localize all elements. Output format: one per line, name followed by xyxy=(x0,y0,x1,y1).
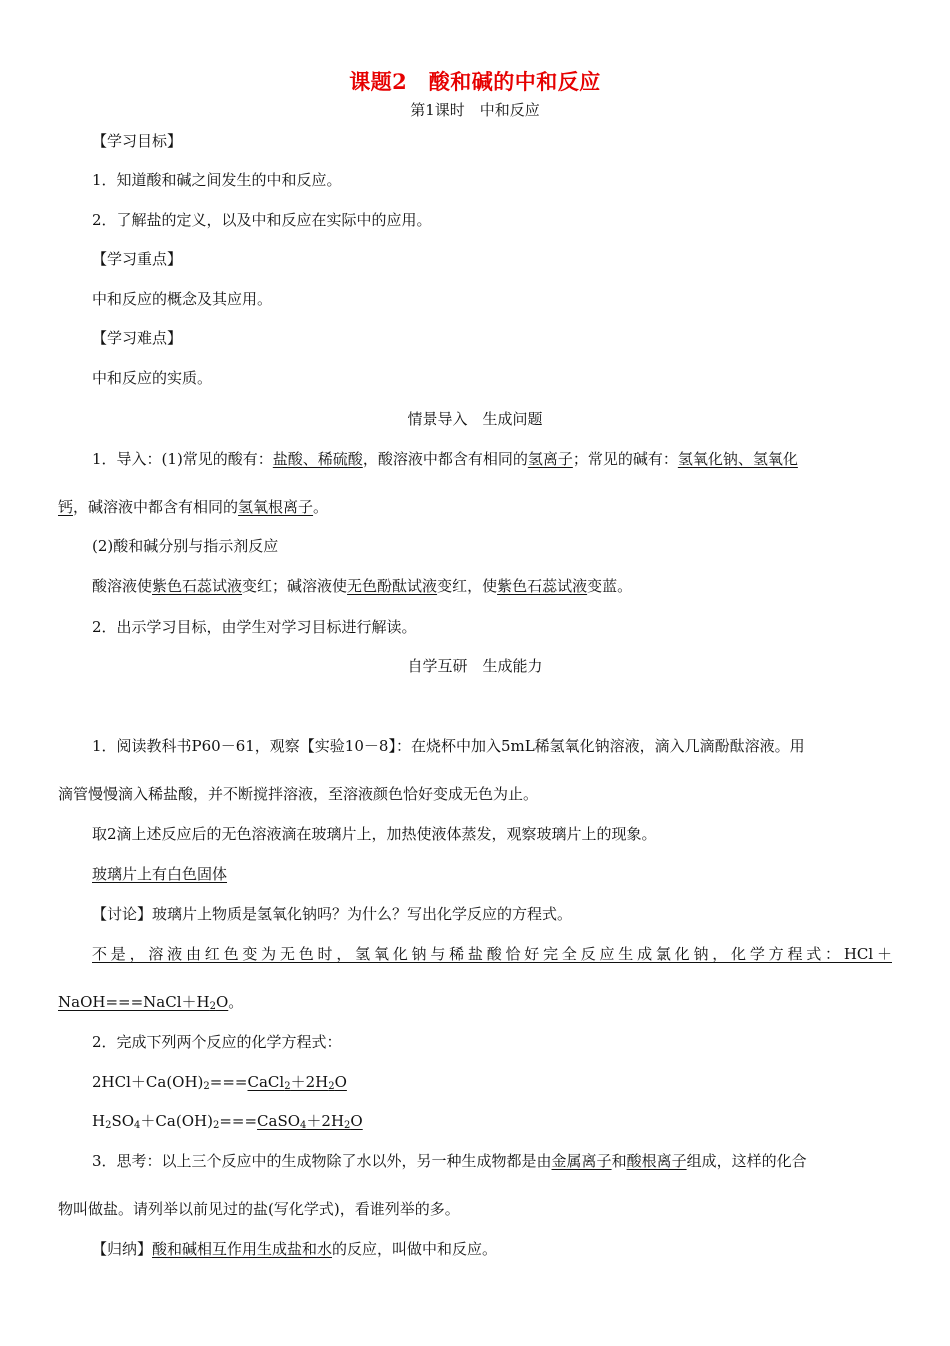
experiment-line1: 1．阅读教科书P60－61，观察【实验10－8】：在烧杯中加入5mL稀氢氧化钠溶液，滴入几滴酚酞溶液。用 xyxy=(92,737,805,755)
lesson-title: 课题2 酸和碱的中和反应 xyxy=(349,69,601,94)
indicator-heading: (2)酸和碱分别与指示剂反应 xyxy=(92,537,279,555)
think-line1: 3．思考：以上三个反应中的生成物除了水以外，另一种生成物都是由金属离子和酸根离子组成，这样的化合 xyxy=(92,1152,807,1170)
section-heading-selfstudy: 自学互研 生成能力 xyxy=(407,657,543,675)
indicator-paragraph: 酸溶液使紫色石蕊试液变红；碱溶液使无色酚酞试液变红，使紫色石蕊试液变蓝。 xyxy=(92,577,633,595)
discussion-answer-line2: $NaOH===NaCl+H_2O$。 xyxy=(58,993,244,1012)
difficulty-heading: 【学习难点】 xyxy=(92,329,183,347)
evaporation-text: 取2滴上述反应后的无色溶液滴在玻璃片上，加热使液体蒸发，观察玻璃片上的现象。 xyxy=(92,825,657,843)
lesson-subtitle: 第1课时 中和反应 xyxy=(410,101,540,119)
equation-2: $H_2SO_4+Ca(OH)_2===CaSO_4+2H_2O$ xyxy=(92,1112,363,1131)
discussion-answer-line1: 不是，溶液由红色变为无色时，氢氧化钠与稀盐酸恰好完全反应生成氯化钠，化学方程式：HCl＋ xyxy=(92,945,892,963)
goals-explain: 2．出示学习目标，由学生对学习目标进行解读。 xyxy=(92,618,417,636)
equations-prompt: 2．完成下列两个反应的化学方程式： xyxy=(92,1033,342,1051)
intro-paragraph-line2: 钙，碱溶液中都含有相同的氢氧根离子。 xyxy=(58,498,329,516)
summary-definition: 【归纳】酸和碱相互作用生成盐和水的反应，叫做中和反应。 xyxy=(92,1240,498,1258)
discussion-question: 【讨论】玻璃片上物质是氢氧化钠吗？为什么？写出化学反应的方程式。 xyxy=(92,905,573,923)
focus-heading: 【学习重点】 xyxy=(92,250,183,268)
goal-item-1: 1．知道酸和碱之间发生的中和反应。 xyxy=(92,171,342,189)
difficulty-text: 中和反应的实质。 xyxy=(92,369,213,387)
goal-item-2: 2．了解盐的定义，以及中和反应在实际中的应用。 xyxy=(92,211,432,229)
section-heading-intro: 情景导入 生成问题 xyxy=(407,410,543,428)
intro-paragraph-line1: 1．导入：(1)常见的酸有：盐酸、稀硫酸，酸溶液中都含有相同的氢离子；常见的碱有：氢氧化钠、氢氧化 xyxy=(92,450,798,468)
experiment-line2: 滴管慢慢滴入稀盐酸，并不断搅拌溶液，至溶液颜色恰好变成无色为止。 xyxy=(58,785,539,803)
goals-heading: 【学习目标】 xyxy=(92,132,183,150)
observation-answer: 玻璃片上有白色固体 xyxy=(92,865,228,883)
equation-1: $2HCl+Ca(OH)_2===CaCl_2+2H_2O$ xyxy=(92,1073,347,1092)
focus-text: 中和反应的概念及其应用。 xyxy=(92,290,273,308)
think-line2: 物叫做盐。请列举以前见过的盐(写化学式)，看谁列举的多。 xyxy=(58,1200,460,1218)
